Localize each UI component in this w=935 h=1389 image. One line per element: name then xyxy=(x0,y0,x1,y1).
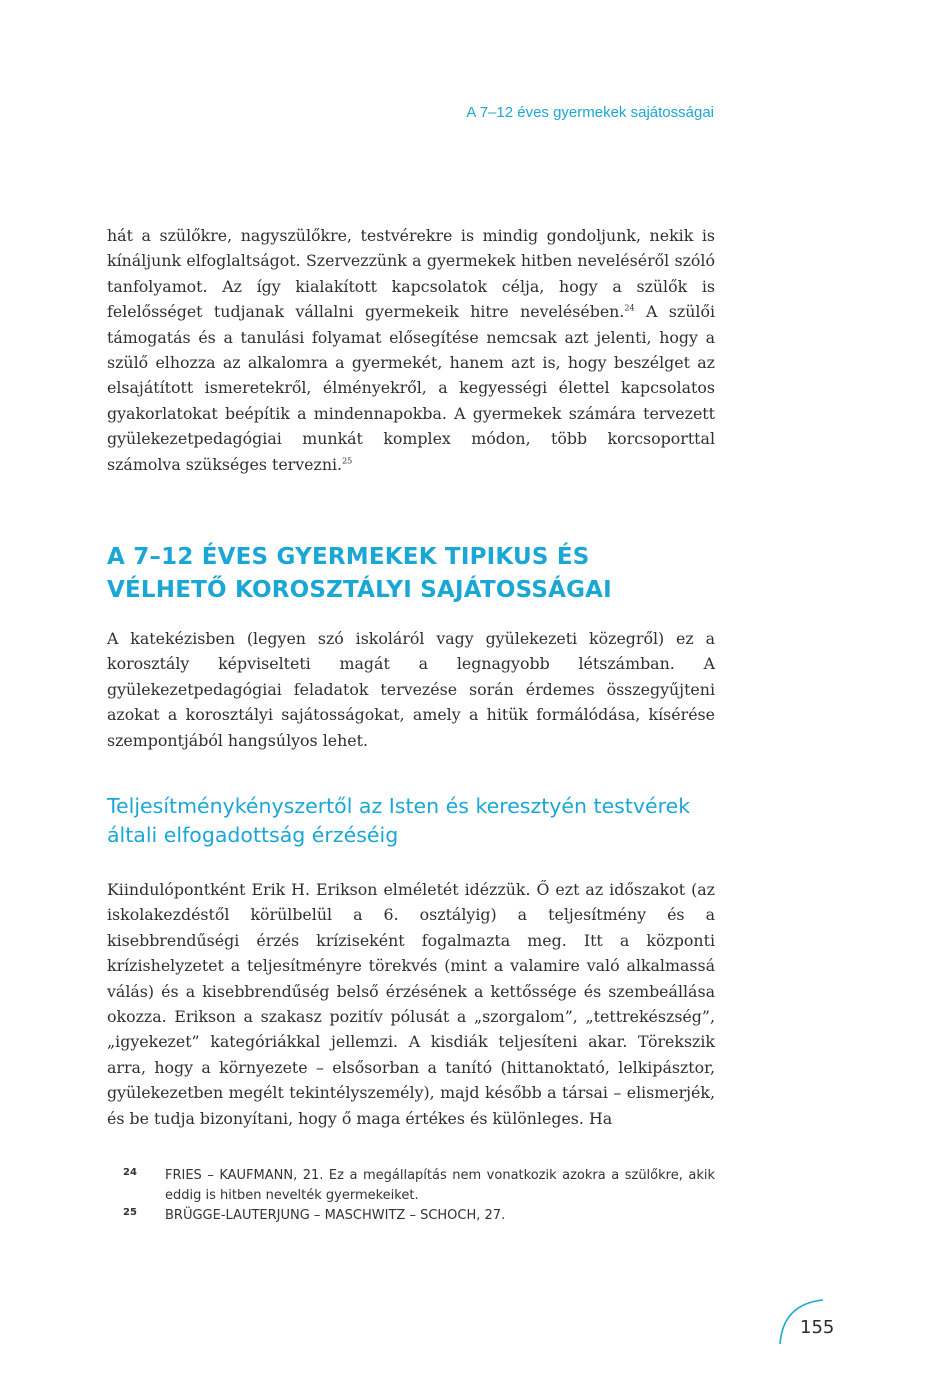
footnote-25 xyxy=(123,1206,715,1226)
footnote-number: 24 xyxy=(123,1167,137,1178)
paragraph-intro-part-a: hát a szülőkre, nagyszülőkre, testvérekre is mindig gondoljunk, nekik is kínáljunk elfoglaltságot. Szervezzünk a gyermekek hitben neveléséről szóló tanfolyamot. Az így kialakított kapcsolatok célja, hogy a szülők is felelősséget tudjanak vállalni gyermekeik hitre nevelésében. xyxy=(107,226,715,322)
footnote-text: FRIES – KAUFMANN, 21. Ez a megállapítás nem vonatkozik azokra a szülőkre, akik eddig is hitben nevelték gyermekeiket. xyxy=(165,1168,715,1203)
page-number: 155 xyxy=(800,1317,835,1338)
paragraph-erikson: Kiindulópontként Erik H. Erikson elméletét idézzük. Ő ezt az időszakot (az iskolakezdéstől körülbelül a 6. osztályig) a teljesítmény és a kisebbrendűségi érzés kríziseként fogalmazta meg. Itt a központi krízishelyzetet a teljesítményre törekvés (mint a valamire való alkalmassá válás) és a kisebbrendűség belső érzésének a kettőssége és szembeállása okozza. Erikson a szakasz pozitív pólusát a „szorgalom”, „tettrekészség”, „igyekezet” kategóriákkal jellemzi. A kisdiák teljesíteni akar. Törekszik arra, hogy a környezete – elsősorban a tanító (hittanoktató, lelkipásztor, gyülekezetben megélt tekintélyszemély), majd később a társai – elismerjék, és be tudja bizonyítani, hogy ő maga értékes és különleges. Ha xyxy=(107,880,715,1128)
footnote-ref-25[interactable]: 25 xyxy=(342,456,353,466)
subsection-heading: Teljesítménykényszertől az Isten és keresztyén testvérek általi elfogadottság érzéséig xyxy=(107,794,691,847)
footnote-number: 25 xyxy=(123,1207,137,1218)
footnote-24 xyxy=(123,1166,715,1206)
paragraph-intro-part-b: A szülői támogatás és a tanulási folyamat elősegítése nemcsak azt jelenti, hogy a szülő elhozza az alkalomra a gyermekét, hanem azt is, hogy beszélget az elsajátított ismeretekről, élményekről, a kegyességi élettel kapcsolatos gyakorlatokat beépítik a mindennapokba. A gyermekek számára tervezett gyülekezetpedagógiai munkát komplex módon, több korcsoporttal számolva szükséges tervezni. xyxy=(107,302,716,474)
paragraph-intro xyxy=(107,223,715,477)
paragraph-section: A katekézisben (legyen szó iskoláról vagy gyülekezeti közegről) ez a korosztály képviselteti magát a legnagyobb létszámban. A gyülekezetpedagógiai feladatok tervezése során érdemes összegyűjteni azokat a korosztályi sajátosságokat, amely a hitük formálódása, kísérése szempontjából hangsúlyos lehet. xyxy=(107,629,715,750)
running-head: A 7–12 éves gyermekek sajátosságai xyxy=(466,104,714,121)
footnote-ref-24[interactable]: 24 xyxy=(624,303,635,313)
footnote-text: BRÜGGE-LAUTERJUNG – MASCHWITZ – SCHOCH, 27. xyxy=(165,1208,506,1223)
section-heading: A 7–12 ÉVES GYERMEKEK TIPIKUS ÉS VÉLHETŐ KOROSZTÁLYI SAJÁTOSSÁGAI xyxy=(107,544,612,603)
footnotes xyxy=(123,1166,715,1226)
